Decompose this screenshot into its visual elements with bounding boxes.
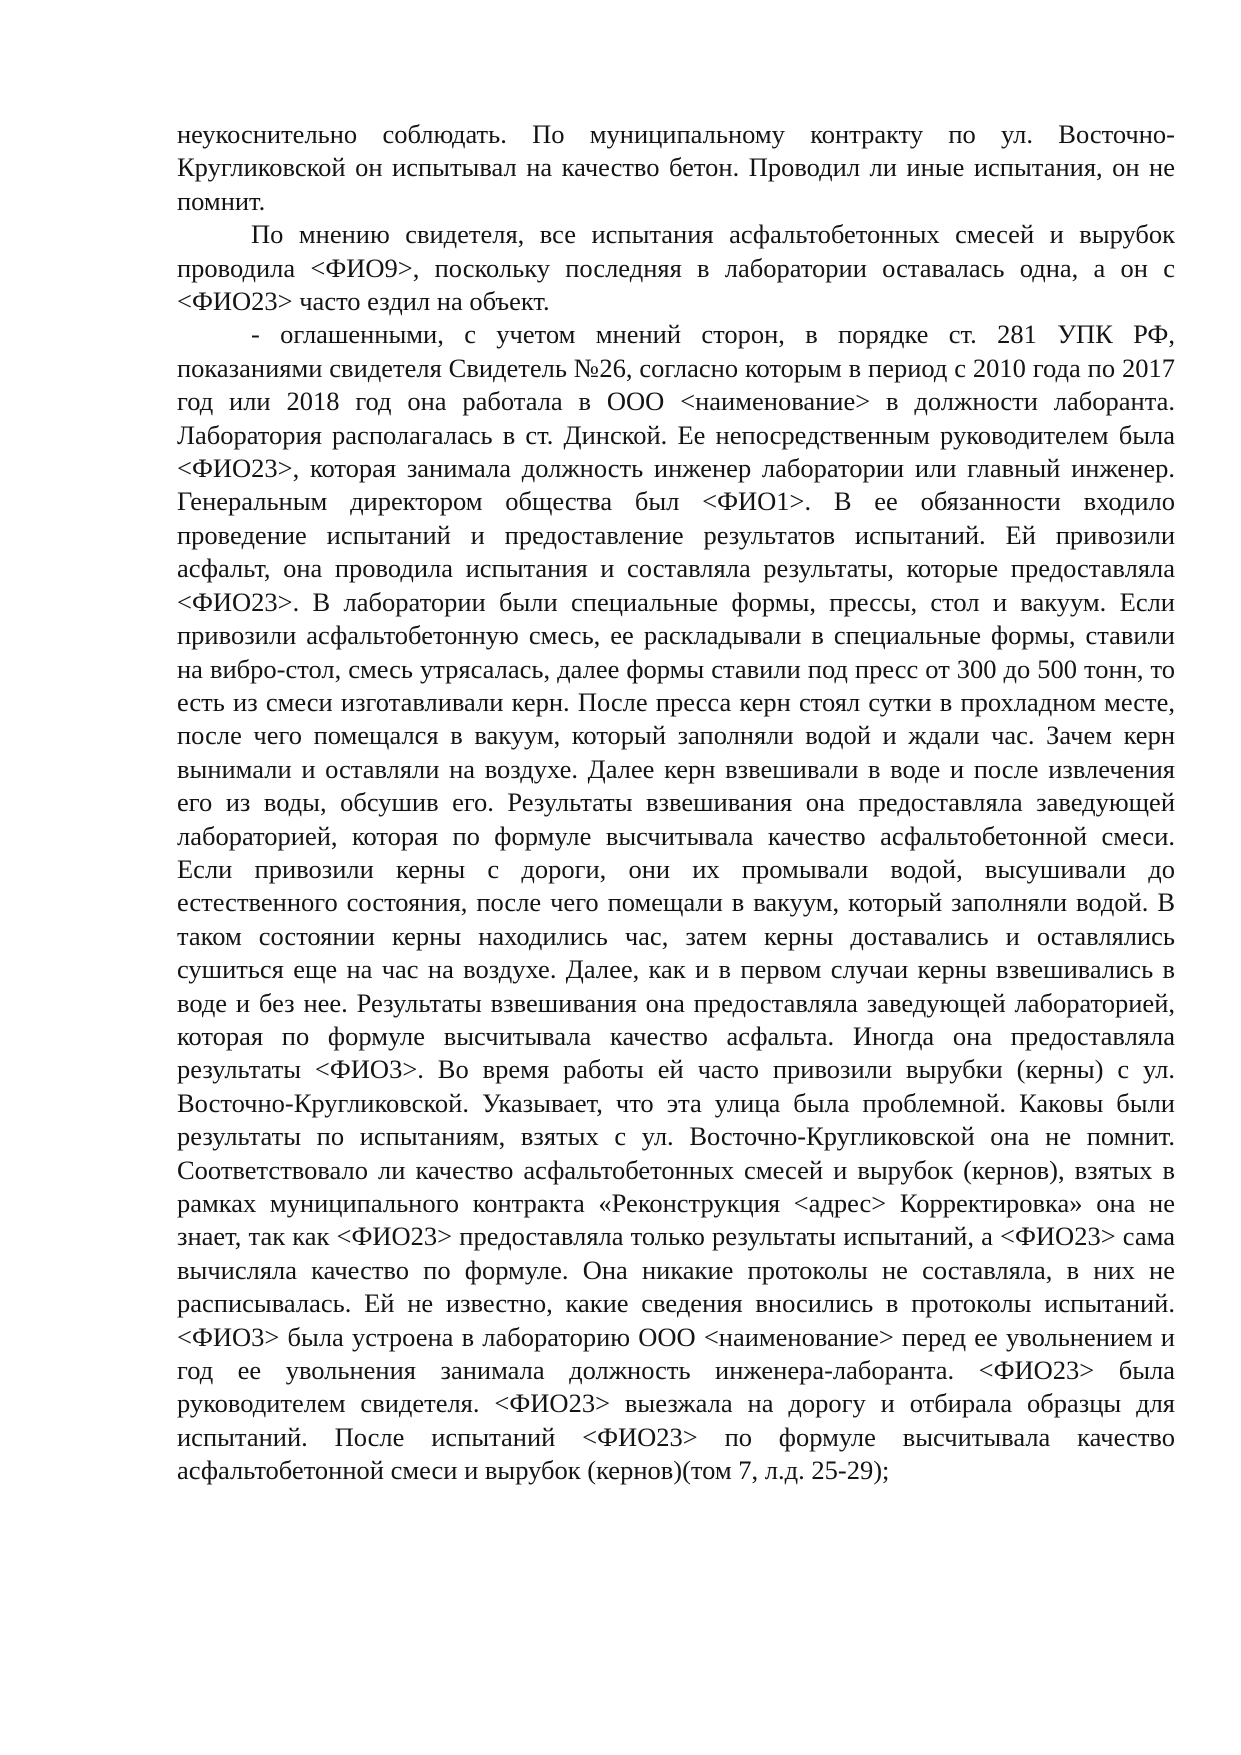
paragraph-continuation: неукоснительно соблюдать. По муниципальному контракту по ул. Восточно-Кругликовской он испытывал на качество бетон. Проводил ли иные испытания, он не помнит. xyxy=(177,119,1175,216)
document-body xyxy=(177,118,1175,1488)
paragraph-witness-26-testimony: - оглашенными, с учетом мнений сторон, в порядке ст. 281 УПК РФ, показаниями свидетеля Свидетель №26, согласно которым в период с 2010 года по 2017 год или 2018 год она работала в ООО <наименование> в должности лаборанта. Лаборатория располагалась в ст. Динской. Ее непосредственным руководителем была <ФИО23>, которая занимала должность инженер лаборатории или главный инженер. Генеральным директором общества был <ФИО1>. В ее обязанности входило проведение испытаний и предоставление результатов испытаний. Ей привозили асфальт, она проводила испытания и составляла результаты, которые предоставляла <ФИО23>. В лаборатории были специальные формы, прессы, стол и вакуум. Если привозили асфальтобетонную смесь, ее раскладывали в специальные формы, ставили на вибро-стол, смесь утрясалась, далее формы ставили под пресс от 300 до 500 тонн, то есть из смеси изготавливали керн. После пресса керн стоял сутки в прохладном месте, после чего помещался в вакуум, который заполняли водой и ждали час. Зачем керн вынимали и оставляли на воздухе. Далее керн взвешивали в воде и после извлечения его из воды, обсушив его. Результаты взвешивания она предоставляла заведующей лабораторией, которая по формуле высчитывала качество асфальтобетонной смеси. Если привозили керны с дороги, они их промывали водой, высушивали до естественного состояния, после чего помещали в вакуум, который заполняли водой. В таком состоянии керны находились час, затем керны доставались и оставлялись сушиться еще на час на воздухе. Далее, как и в первом случаи керны взвешивались в воде и без нее. Результаты взвешивания она предоставляла заведующей лабораторией, которая по формуле высчитывала качество асфальта. Иногда она предоставляла результаты <ФИО3>. Во время работы ей часто привозили вырубки (керны) с ул. Восточно-Кругликовской. Указывает, что эта улица была проблемной. Каковы были результаты по испытаниям, взятых с ул. Восточно-Кругликовской она не помнит. Соответствовало ли качество асфальтобетонных смесей и вырубок (кернов), взятых в рамках муниципального контракта «Реконструкция <адрес> Корректировка» она не знает, так как <ФИО23> предоставляла только результаты испытаний, а <ФИО23> сама вычисляла качество по формуле. Она никакие протоколы не составляла, в них не расписывалась. Ей не известно, какие сведения вносились в протоколы испытаний. <ФИО3> была устроена в лабораторию ООО <наименование> перед ее увольнением и год ее увольнения занимала должность инженера-лаборанта. <ФИО23> была руководителем свидетеля. <ФИО23> выезжала на дорогу и отбирала образцы для испытаний. После испытаний <ФИО23> по формуле высчитывала качество асфальтобетонной смеси и вырубок (кернов)(том 7, л.д. 25-29); xyxy=(177,319,1175,1486)
paragraph-witness-opinion: По мнению свидетеля, все испытания асфальтобетонных смесей и вырубок проводила <ФИО9>, поскольку последняя в лаборатории оставалась одна, а он с <ФИО23> часто ездил на объект. xyxy=(177,219,1175,317)
